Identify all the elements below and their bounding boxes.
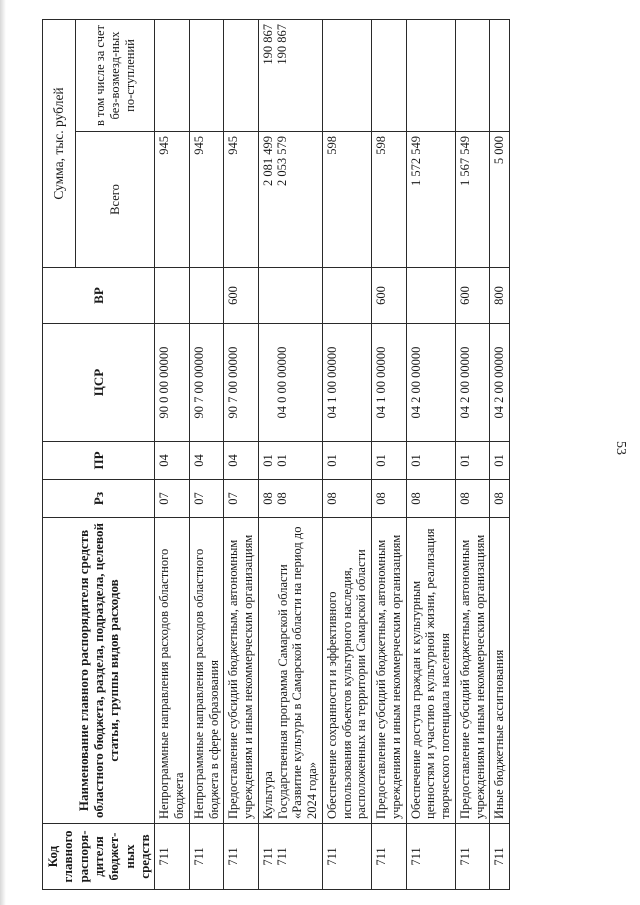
- cell-incl: [155, 19, 190, 131]
- cell-vr: 600: [372, 268, 407, 324]
- cell-rz: 08: [260, 492, 275, 505]
- cell-incl: [224, 19, 259, 131]
- table-row: [455, 19, 490, 889]
- cell-name: Обеспечение доступа граждан к культурным ценностям и участию в культурной жизни, реализация творческого потенциала населения: [406, 518, 455, 824]
- table-row: [155, 19, 190, 889]
- cell-name: Культура: [260, 771, 275, 819]
- cell-total-pair: [258, 132, 322, 268]
- cell-code: 711: [322, 824, 371, 890]
- table-row-merged: [258, 19, 322, 889]
- cell-code: 711: [274, 847, 289, 866]
- cell-pr-pair: [258, 442, 322, 480]
- cell-csr: 04 1 00 00000: [372, 324, 407, 442]
- cell-name: Предоставление субсидий бюджетным, автономным учреждениям и иным некоммерческим организациям: [372, 518, 407, 824]
- cell-name: Обеспечение сохранности и эффективного использования объектов культурного наследия, расположенных на территории Самарской области: [322, 518, 371, 824]
- cell-csr: 90 0 00 00000: [155, 324, 190, 442]
- cell-incl: [372, 19, 407, 131]
- header-row: [43, 19, 76, 889]
- header-total: Всего: [76, 132, 155, 268]
- cell-incl: [189, 19, 224, 131]
- rotated-page: [42, 20, 598, 890]
- cell-name: Государственная программа Самарской области «Развитие культуры в Самарской области на период до 2024 года»: [275, 526, 320, 819]
- header-vr: ВР: [43, 268, 155, 324]
- cell-rz: 08: [490, 480, 510, 518]
- cell-csr: 04 1 00 00000: [322, 324, 371, 442]
- cell-total: 2 053 579: [274, 136, 289, 186]
- header-incl: в том числе за счет без-возмезд-ных по-ступлений: [76, 19, 155, 131]
- header-name: Наименование главного распорядителя средств областного бюджета, раздела, подраздела, целевой статьи, группы видов расходов: [43, 518, 155, 824]
- cell-incl-pair: [258, 19, 322, 131]
- header-csr: ЦСР: [43, 324, 155, 442]
- page-number: 53: [613, 441, 628, 455]
- cell-name: Непрограммные направления расходов областного бюджета в сфере образования: [189, 518, 224, 824]
- cell-pr: 01: [455, 442, 490, 480]
- cell-total: 945: [189, 132, 224, 268]
- cell-pr: 04: [155, 442, 190, 480]
- header-code: Код главного распоря-дителя бюджет-ных средств: [43, 824, 155, 890]
- cell-incl: [406, 19, 455, 131]
- cell-name: Непрограммные направления расходов областного бюджета: [155, 518, 190, 824]
- cell-rz-pair: [258, 480, 322, 518]
- cell-code-pair: [258, 824, 322, 890]
- scan-shadow-edge: [0, 0, 6, 905]
- cell-vr: [322, 268, 371, 324]
- cell-csr: 04 2 00 00000: [455, 324, 490, 442]
- cell-total: 598: [322, 132, 371, 268]
- cell-code: 711: [455, 824, 490, 890]
- cell-vr: [261, 272, 275, 319]
- cell-rz: 08: [372, 480, 407, 518]
- table-row: [224, 19, 259, 889]
- cell-vr-pair: [258, 268, 322, 324]
- cell-rz: 07: [224, 480, 259, 518]
- cell-pr: 01: [274, 454, 289, 467]
- table-row: [372, 19, 407, 889]
- cell-rz: 07: [155, 480, 190, 518]
- cell-pr: 04: [189, 442, 224, 480]
- cell-total: 5 000: [490, 132, 510, 268]
- cell-csr: 04 0 00 00000: [274, 346, 289, 419]
- cell-pr: 04: [224, 442, 259, 480]
- cell-code: 711: [372, 824, 407, 890]
- cell-csr: 90 7 00 00000: [224, 324, 259, 442]
- cell-vr: [189, 268, 224, 324]
- cell-rz: 08: [322, 480, 371, 518]
- cell-name: Предоставление субсидий бюджетным, автономным учреждениям и иным некоммерческим организациям: [455, 518, 490, 824]
- cell-rz: 07: [189, 480, 224, 518]
- table-row: [490, 19, 510, 889]
- cell-vr: [275, 272, 289, 319]
- cell-rz: 08: [274, 492, 289, 505]
- cell-code: 711: [155, 824, 190, 890]
- cell-code: 711: [189, 824, 224, 890]
- table-row: [406, 19, 455, 889]
- cell-code: 711: [260, 847, 275, 866]
- cell-pr: 01: [322, 442, 371, 480]
- cell-total: 945: [155, 132, 190, 268]
- cell-total: 598: [372, 132, 407, 268]
- cell-incl: [490, 19, 510, 131]
- cell-vr: [155, 268, 190, 324]
- cell-pr: 01: [490, 442, 510, 480]
- cell-csr-pair: [258, 324, 322, 442]
- header-sum: Сумма, тыс. рублей: [43, 19, 76, 267]
- cell-name: Предоставление субсидий бюджетным, автономным учреждениям и иным некоммерческим организациям: [224, 518, 259, 824]
- cell-name: Иные бюджетные ассигнования: [490, 518, 510, 824]
- cell-pr: 01: [406, 442, 455, 480]
- header-rz: Рз: [43, 480, 155, 518]
- cell-total: 945: [224, 132, 259, 268]
- cell-incl: 190 867: [260, 23, 275, 65]
- cell-pr: 01: [260, 454, 275, 467]
- cell-vr: 600: [455, 268, 490, 324]
- cell-total: 2 081 499: [260, 136, 275, 186]
- table-row: [189, 19, 224, 889]
- cell-vr: [406, 268, 455, 324]
- cell-incl: [455, 19, 490, 131]
- cell-csr: 04 2 00 00000: [490, 324, 510, 442]
- cell-code: 711: [406, 824, 455, 890]
- cell-csr: [261, 328, 275, 437]
- cell-csr: 90 7 00 00000: [189, 324, 224, 442]
- cell-rz: 08: [455, 480, 490, 518]
- cell-rz: 08: [406, 480, 455, 518]
- cell-total: 1 567 549: [455, 132, 490, 268]
- cell-code: 711: [490, 824, 510, 890]
- header-pr: ПР: [43, 442, 155, 480]
- cell-vr: 800: [490, 268, 510, 324]
- budget-table: [42, 19, 510, 890]
- table-row: [322, 19, 371, 889]
- cell-total: 1 572 549: [406, 132, 455, 268]
- cell-vr: 600: [224, 268, 259, 324]
- cell-csr: 04 2 00 00000: [406, 324, 455, 442]
- cell-code: 711: [224, 824, 259, 890]
- cell-name-pair: [258, 518, 322, 824]
- cell-incl: [322, 19, 371, 131]
- cell-pr: 01: [372, 442, 407, 480]
- cell-incl: 190 867: [274, 23, 289, 65]
